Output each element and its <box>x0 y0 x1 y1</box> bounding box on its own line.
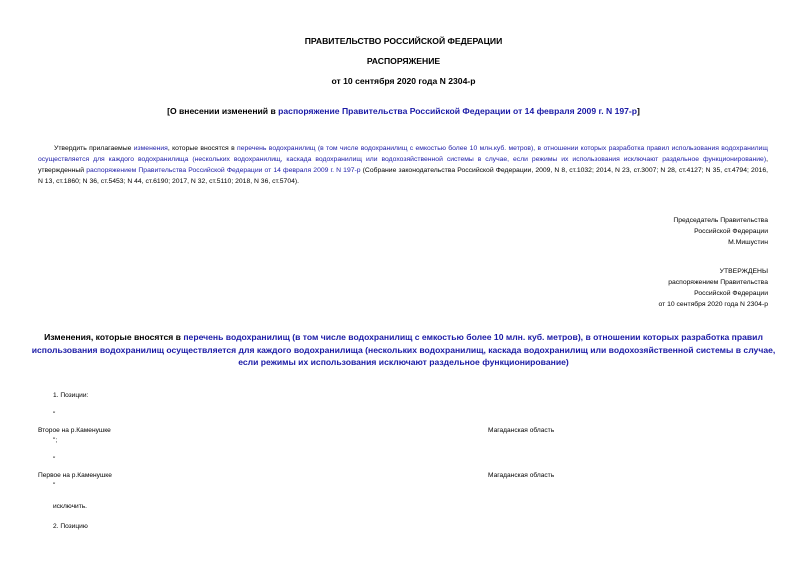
title-prefix: [О внесении изменений в <box>167 106 279 116</box>
signature-position: Председатель Правительства <box>673 217 768 224</box>
document-title <box>0 106 807 116</box>
document-type: РАСПОРЯЖЕНИЕ <box>366 56 441 66</box>
signature-country: Российской Федерации <box>694 228 768 235</box>
signature-block <box>673 215 768 248</box>
appendix-reservoir-list-link[interactable]: перечень водохранилищ (в том числе водохранилищ с емкостью более 10 млн. куб. метров), в отношении которых разработка правил использования водохранилищ осуществляется для каждого водохранилища (нескольких водохранилищ, каскада водохранилищ или водохозяйственной системы в случае, если режимы их использования исключают раздельное функционирование) <box>31 332 776 367</box>
signature-name: М.Мишустин <box>728 239 768 246</box>
quote-close-2: " <box>53 482 56 489</box>
row-1-reservoir: Второе на р.Каменушке <box>38 427 111 434</box>
row-2-reservoir: Первое на р.Каменушке <box>38 472 112 479</box>
body-text-2: , которые вносятся в <box>167 145 238 152</box>
approved-label: УТВЕРЖДЕНЫ <box>719 268 768 275</box>
body-text-1: Утвердить прилагаемые <box>54 145 134 152</box>
order-197-link[interactable]: распоряжением Правительства Российской Федерации от 14 февраля 2009 г. N 197-р <box>86 167 361 174</box>
quote-open-1: " <box>53 411 56 418</box>
appendix-title-prefix: Изменения, которые вносятся в <box>44 332 184 342</box>
appendix-title <box>30 331 777 369</box>
government-title: ПРАВИТЕЛЬСТВО РОССИЙСКОЙ ФЕДЕРАЦИИ <box>304 36 503 46</box>
quote-open-2: " <box>53 456 56 463</box>
changes-link[interactable]: изменения <box>133 145 168 152</box>
item-2-label: 2. Позицию <box>53 523 88 530</box>
body-text-4: (Собрание законодательства Российской Федерации, 2009, N 8, ст.1032; 2014, N 23, ст.3007; N 28, ст.4127; N 35, ст.4794; 2016, N 13, ст.1860; N 36, ст.5453; N 44, ст.6190; 2017, N 32, ст.5110; 2018, N 36, ст.5704). <box>38 167 768 185</box>
amended-order-link[interactable]: распоряжение Правительства Российской Федерации от 14 февраля 2009 г. N 197-р <box>278 106 638 116</box>
row-1-region: Магаданская область <box>488 427 555 434</box>
document-date-number: от 10 сентября 2020 года N 2304-р <box>331 76 476 86</box>
reservoir-list-link[interactable]: перечень водохранилищ (в том числе водохранилищ с емкостью более 10 млн.куб. метров), в отношении которых разработка правил использования водохранилищ осуществляется для каждого водохранилища (нескольких водохранилищ, каскада водохранилищ или водохозяйственной системы в случае, если режимы их использования исключают раздельное функционирование) <box>38 145 769 163</box>
body-text-3: , утвержденный <box>38 156 768 174</box>
approved-date: от 10 сентября 2020 года N 2304-р <box>658 301 768 308</box>
item-1-label: 1. Позиции: <box>53 392 89 399</box>
approved-country: Российской Федерации <box>694 290 768 297</box>
title-suffix: ] <box>637 106 640 116</box>
approval-block <box>658 266 768 310</box>
row-2-region: Магаданская область <box>488 472 555 479</box>
exclude-instruction: исключить. <box>53 503 87 510</box>
row-separator: "; <box>53 437 58 444</box>
operative-paragraph <box>38 143 768 187</box>
approved-by: распоряжением Правительства <box>668 279 768 286</box>
